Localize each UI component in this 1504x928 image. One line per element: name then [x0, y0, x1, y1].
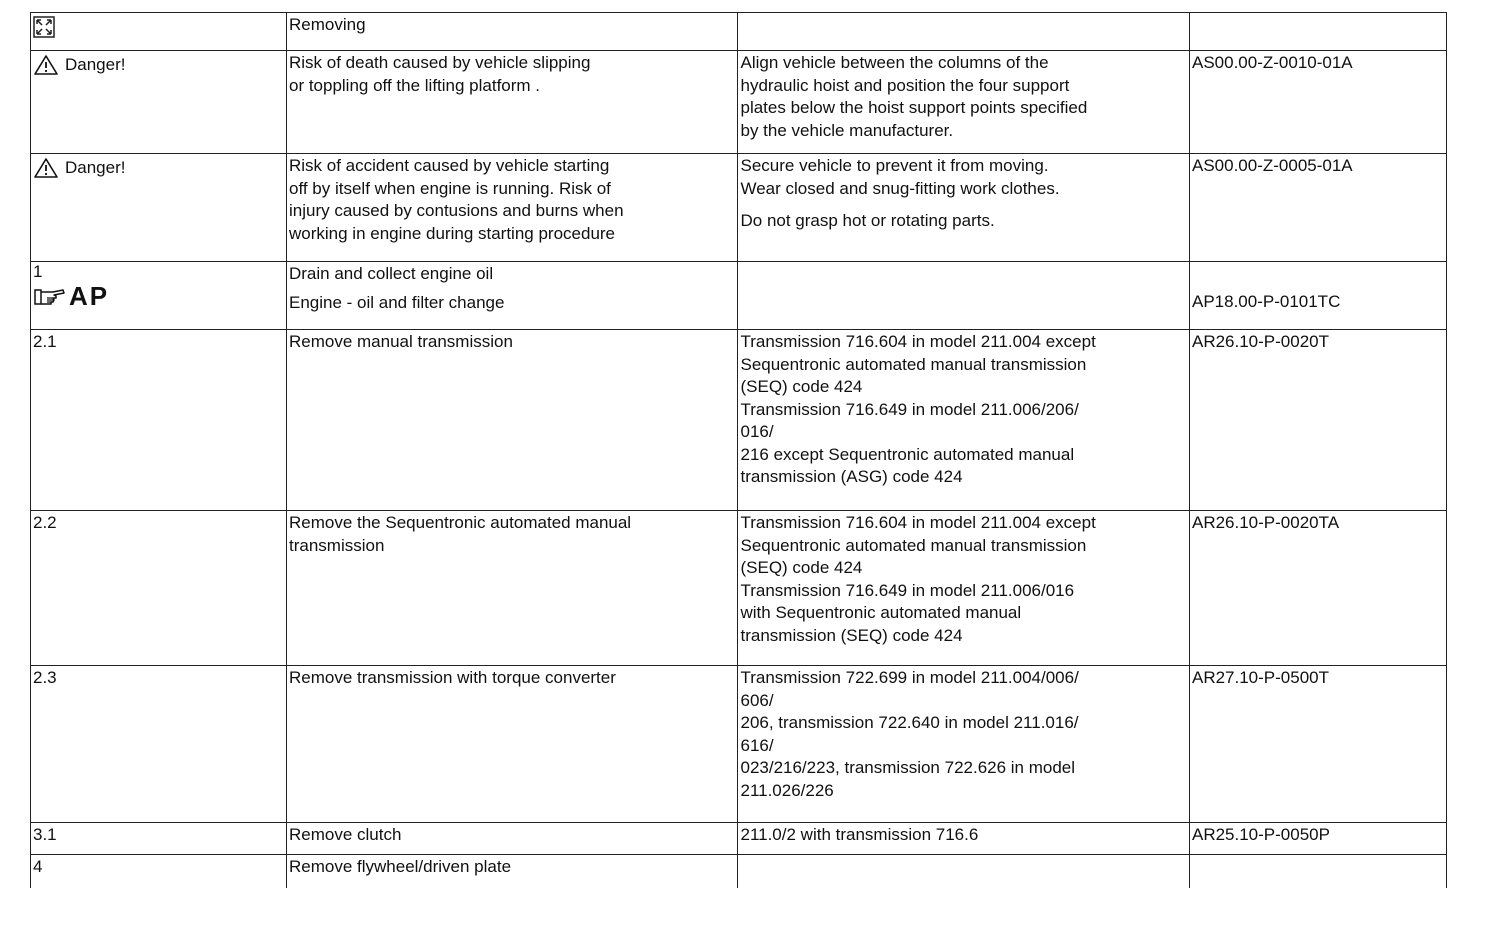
- action-line: Remove clutch: [288, 825, 402, 844]
- notes-line: 206, transmission 722.640 in model 211.016/: [740, 713, 1079, 732]
- step-number: 4: [33, 857, 43, 876]
- header-ref-cell: [1189, 13, 1446, 51]
- notes-line: 023/216/223, transmission 722.626 in model: [740, 758, 1076, 777]
- notes-line: Sequentronic automated manual transmission: [740, 535, 1087, 555]
- notes-cell: [738, 855, 1190, 888]
- warning-triangle-icon: [33, 54, 59, 76]
- notes-line: 616/: [740, 735, 774, 755]
- ref-link[interactable]: [1192, 856, 1442, 878]
- notes-cell: [738, 666, 1190, 823]
- header-icon-cell: [31, 13, 287, 51]
- action-line: working in engine during starting procedure: [288, 223, 616, 243]
- ref-link[interactable]: AP18.00-P-0101TC: [1191, 292, 1341, 311]
- table-header-row: [31, 13, 1447, 51]
- step-number: 3.1: [33, 825, 57, 844]
- notes-line: 211.026/226: [740, 780, 834, 800]
- notes-line: (SEQ) code 424: [740, 377, 863, 396]
- step-cell: [31, 51, 287, 154]
- notes-line: transmission (SEQ) code 424: [740, 625, 963, 645]
- notes-line: 016/: [740, 422, 774, 441]
- action-cell: [286, 330, 738, 511]
- ref-cell: [1189, 262, 1446, 330]
- action-cell: [286, 511, 738, 666]
- notes-cell: [738, 154, 1190, 262]
- action-line: Risk of death caused by vehicle slipping: [288, 53, 591, 72]
- table-row: [31, 154, 1447, 262]
- notes-cell: [738, 511, 1190, 666]
- notes-line: 606/: [740, 690, 774, 710]
- action-line: Risk of accident caused by vehicle starting: [288, 156, 610, 175]
- notes-cell: [738, 330, 1190, 511]
- danger-label: Danger!: [65, 158, 126, 177]
- notes-line: by the vehicle manufacturer.: [740, 120, 954, 140]
- step-cell: [31, 823, 287, 855]
- notes-line: Transmission 716.649 in model 211.006/016: [740, 580, 1075, 600]
- notes-line: Transmission 722.699 in model 211.004/006/: [740, 668, 1079, 687]
- header-title: Removing: [286, 13, 738, 51]
- table-row: [31, 51, 1447, 154]
- table-row: [31, 855, 1447, 888]
- notes-line: plates below the hoist support points specified: [740, 98, 1088, 117]
- table-row: [31, 666, 1447, 823]
- action-line: or toppling off the lifting platform .: [288, 75, 541, 95]
- notes-cell: [738, 51, 1190, 154]
- step-cell: [31, 262, 287, 330]
- action-line: off by itself when engine is running. Risk of: [288, 178, 611, 198]
- procedure-table: [30, 12, 1447, 888]
- ref-cell: [1189, 666, 1446, 823]
- table-row: [31, 511, 1447, 666]
- step-number: 2.2: [33, 513, 57, 532]
- ref-cell: [1189, 51, 1446, 154]
- notes-line: Transmission 716.604 in model 211.004 except: [740, 513, 1096, 532]
- action-line: Remove transmission with torque converter: [288, 668, 616, 687]
- ap-label: AP: [69, 281, 110, 311]
- notes-spacer: [740, 200, 1185, 210]
- action-cell: [286, 823, 738, 855]
- danger-label: Danger!: [65, 55, 126, 74]
- notes-line: transmission (ASG) code 424: [740, 467, 963, 486]
- action-cell: [286, 855, 738, 888]
- notes-cell: [738, 262, 1190, 330]
- action-line: injury caused by contusions and burns when: [288, 201, 624, 220]
- header-notes-cell: [738, 13, 1190, 51]
- notes-cell: [738, 823, 1190, 855]
- ref-link[interactable]: AR26.10-P-0020TA: [1191, 513, 1340, 532]
- action-line: Remove the Sequentronic automated manual: [288, 513, 632, 532]
- table-row: [31, 330, 1447, 511]
- ref-cell: [1189, 330, 1446, 511]
- notes-line: with Sequentronic automated manual: [740, 603, 1022, 622]
- step-number: 1: [33, 262, 43, 281]
- ref-link[interactable]: AS00.00-Z-0005-01A: [1191, 156, 1353, 175]
- action-cell: [286, 154, 738, 262]
- step-cell: [31, 154, 287, 262]
- pointing-hand-icon: [33, 284, 67, 308]
- action-line: Remove manual transmission: [288, 332, 513, 351]
- notes-line: Transmission 716.649 in model 211.006/206/: [740, 399, 1079, 419]
- notes-line: 211.0/2 with transmission 716.6: [740, 825, 979, 844]
- ref-cell: [1189, 154, 1446, 262]
- action-cell: [286, 666, 738, 823]
- expand-icon[interactable]: [33, 16, 55, 38]
- notes-line: Wear closed and snug-fitting work clothes.: [740, 178, 1060, 198]
- notes-line: 216 except Sequentronic automated manual: [740, 444, 1075, 464]
- step-number: 2.1: [33, 332, 57, 351]
- step-number: 2.3: [33, 668, 57, 687]
- notes-line: Transmission 716.604 in model 211.004 except: [740, 332, 1096, 351]
- action-cell: [286, 51, 738, 154]
- table-row: [31, 823, 1447, 855]
- ref-link[interactable]: AR26.10-P-0020T: [1191, 332, 1330, 351]
- ref-link[interactable]: AR25.10-P-0050P: [1191, 825, 1330, 844]
- step-cell: [31, 855, 287, 888]
- action-line: Engine - oil and filter change: [288, 292, 505, 312]
- table-row: [31, 262, 1447, 330]
- notes-line: Align vehicle between the columns of the: [740, 53, 1049, 72]
- action-line: Drain and collect engine oil: [288, 264, 494, 283]
- ap-reference[interactable]: [33, 282, 282, 310]
- step-cell: [31, 330, 287, 511]
- notes-line: Secure vehicle to prevent it from moving.: [740, 156, 1049, 175]
- warning-triangle-icon: [33, 157, 59, 179]
- action-line: transmission: [288, 535, 385, 555]
- ref-cell: [1189, 823, 1446, 855]
- notes-line: (SEQ) code 424: [740, 558, 863, 577]
- notes-line: Do not grasp hot or rotating parts.: [740, 211, 995, 230]
- ref-cell: [1189, 511, 1446, 666]
- step-cell: [31, 511, 287, 666]
- ref-link[interactable]: AS00.00-Z-0010-01A: [1191, 53, 1353, 72]
- step-cell: [31, 666, 287, 823]
- action-line: Remove flywheel/driven plate: [288, 857, 512, 876]
- action-cell: [286, 262, 738, 330]
- ref-link[interactable]: AR27.10-P-0500T: [1191, 668, 1330, 687]
- notes-line: hydraulic hoist and position the four support: [740, 75, 1070, 95]
- ref-cell: [1189, 855, 1446, 888]
- notes-line: Sequentronic automated manual transmission: [740, 354, 1087, 374]
